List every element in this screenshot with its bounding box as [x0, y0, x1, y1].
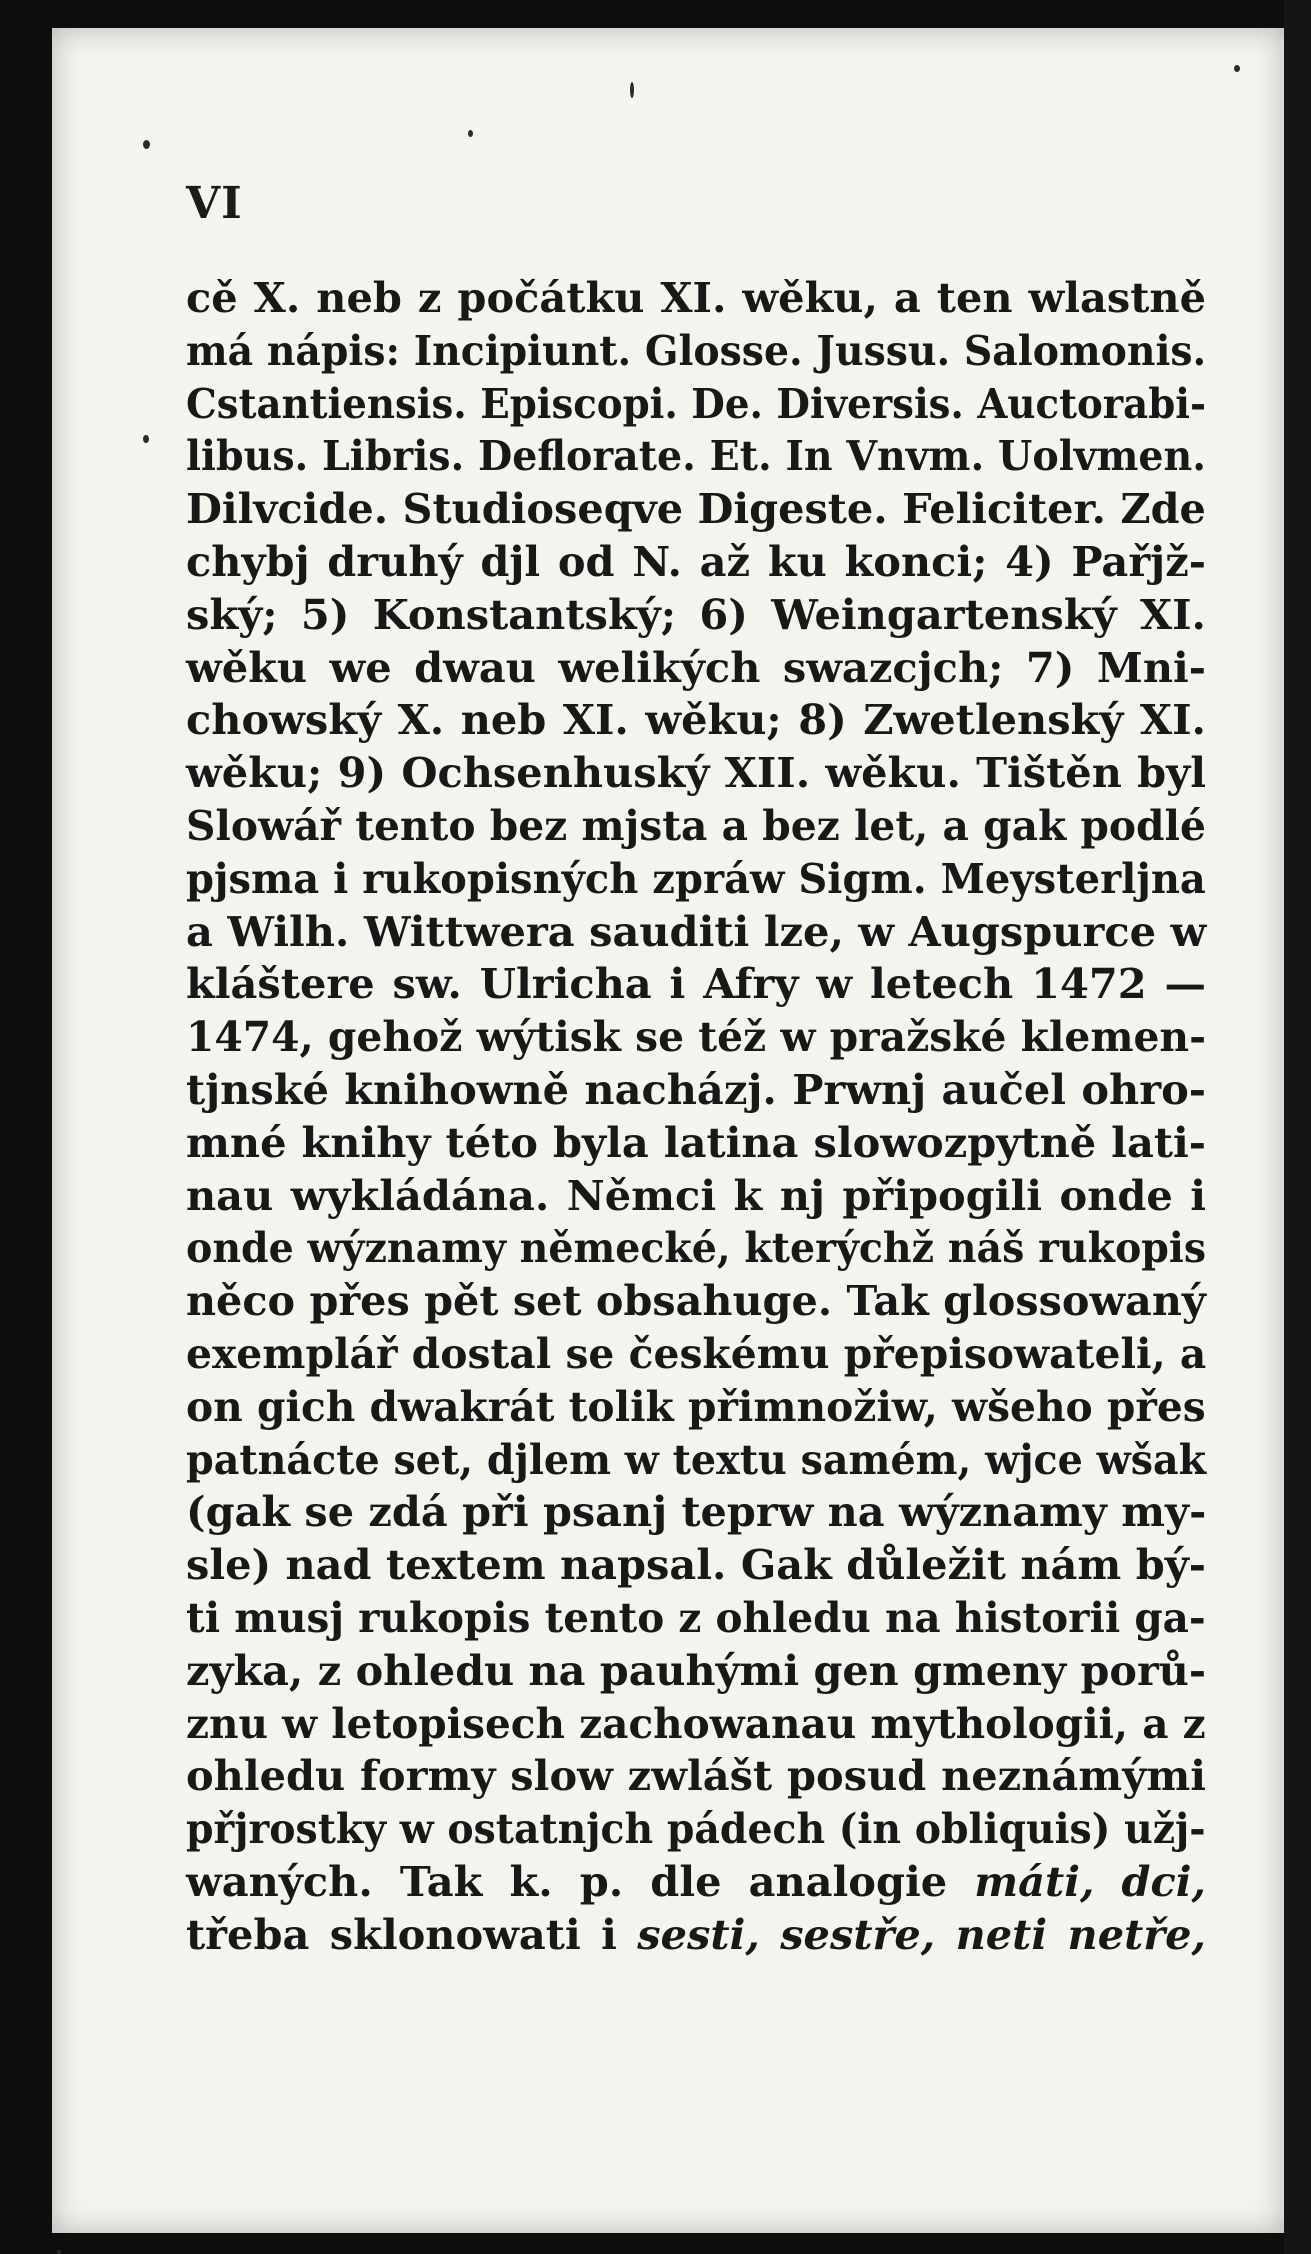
text-line: má nápis: Incipiunt. Glosse. Jussu. Salomonis.: [186, 325, 1207, 375]
binding-shadow: [1284, 0, 1311, 2254]
italic-segment: máti, dci,: [974, 1856, 1206, 1906]
text-line: wěku; 9) Ochsenhuský XII. wěku. Tištěn byl: [186, 748, 1206, 798]
text-line: sle) nad textem napsal. Gak důležit nám bý-: [186, 1540, 1206, 1590]
text-line: 1474, gehož wýtisk se též w pražské klemen-: [186, 1012, 1206, 1062]
text-line: zyka, z ohledu na pauhými gen gmeny porů-: [186, 1645, 1206, 1695]
text-line: kláštere sw. Ulricha i Afry w letech 1472 —: [186, 959, 1206, 1009]
scan-speck: [1234, 65, 1240, 72]
text-line: něco přes pět set obsahuge. Tak glossowaný: [186, 1276, 1206, 1326]
text-line: ti musj rukopis tento z ohledu na historii ga-: [186, 1592, 1206, 1642]
scan-speck: [143, 435, 149, 443]
text-line: chybj druhý djl od N. až ku konci; 4) Pařjž-: [186, 536, 1206, 586]
text-line: tjnské knihowně nacházj. Prwnj aučel ohro-: [186, 1064, 1206, 1114]
text-line: onde wýznamy německé, kterýchž náš rukopis: [186, 1223, 1207, 1273]
text-line: on gich dwakrát tolik přimnožiw, wšeho přes: [186, 1381, 1206, 1431]
text-line: exemplář dostal se českému přepisowateli, a: [186, 1328, 1207, 1378]
text-line: cě X. neb z počátku XI. wěku, a ten wlastně: [186, 273, 1206, 322]
italic-segment: sesti, sestře, neti netře,: [637, 1909, 1206, 1959]
text-line: ský; 5) Konstantský; 6) Weingartenský XI.: [186, 589, 1206, 639]
page-number: VI: [186, 178, 243, 229]
text-segment: třeba sklonowati i: [186, 1909, 617, 1959]
text-line: chowský X. neb XI. wěku; 8) Zwetlenský XI.: [186, 695, 1206, 745]
body-text: [186, 272, 1206, 1962]
text-line: přjrostky w ostatnjch pádech (in obliquis) užj-: [186, 1804, 1206, 1854]
text-line: pjsma i rukopisných zpráw Sigm. Meysterljna: [186, 853, 1206, 903]
text-line: wěku we dwau welikých swazcjch; 7) Mni-: [186, 642, 1206, 692]
text-segment: waných. Tak k. p. dle analogie: [186, 1856, 948, 1906]
text-line-mixed: [186, 1909, 1206, 1962]
text-line-mixed: [186, 1856, 1206, 1909]
text-line: znu w letopisech zachowanau mythologii, a z: [186, 1698, 1206, 1748]
text-line: a Wilh. Wittwera sauditi lze, w Augspurce w: [186, 906, 1207, 956]
scan-speck: [468, 130, 473, 137]
scan-speck: [143, 140, 150, 149]
scan-speck: [630, 82, 634, 98]
text-line: patnácte set, djlem w textu samém, wjce wšak: [186, 1434, 1207, 1484]
text-line: (gak se zdá při psanj teprw na wýznamy my-: [186, 1487, 1207, 1537]
text-line: libus. Libris. Deflorate. Et. In Vnvm. Uolvmen.: [186, 431, 1207, 481]
text-line: Dilvcide. Studioseqve Digeste. Feliciter. Zde: [186, 484, 1206, 534]
text-line: Slowář tento bez mjsta a bez let, a gak podlé: [186, 800, 1206, 850]
text-line: mné knihy této byla latina slowozpytně lati-: [186, 1117, 1206, 1167]
text-line: ohledu formy slow zwlášt posud neznámými: [186, 1751, 1206, 1801]
text-line: Cstantiensis. Episcopi. De. Diversis. Auctorabi-: [186, 378, 1207, 428]
text-line: nau wykládána. Němci k nj připogili onde i: [186, 1170, 1206, 1220]
scan-speck: [57, 2250, 61, 2254]
